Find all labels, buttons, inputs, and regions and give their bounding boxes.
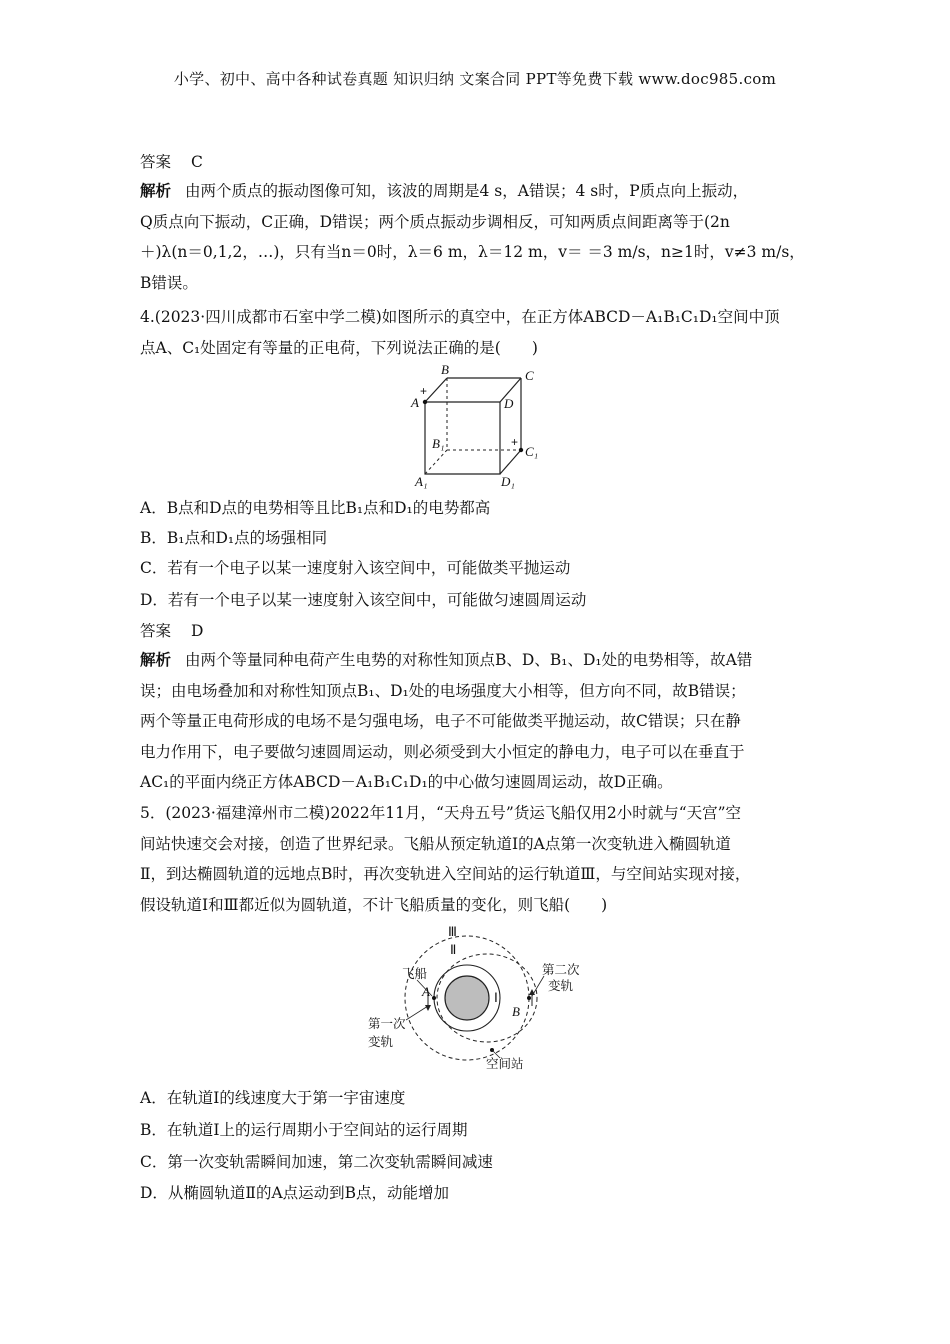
point-a-dot	[432, 996, 436, 1000]
charge-c1-dot	[519, 448, 523, 452]
q4-option-b: B．B₁点和D₁点的场强相同	[140, 529, 328, 547]
q4-option-d: D．若有一个电子以某一速度射入该空间中，可能做匀速圆周运动	[140, 591, 587, 609]
analysis-line: 误；由电场叠加和对称性知顶点B₁、D₁处的电场强度大小相等，但方向不同，故B错误；	[140, 681, 746, 700]
stem-line: 假设轨道Ⅰ和Ⅲ都近似为圆轨道，不计飞船质量的变化，则飞船( )	[140, 895, 608, 914]
cube-hidden-edge-a1b1	[425, 450, 447, 474]
q4-option-c: C．若有一个电子以某一速度射入该空间中，可能做类平抛运动	[140, 559, 571, 577]
point-a-label: A	[422, 984, 430, 999]
orbit-ii-label: Ⅱ	[450, 942, 457, 957]
cube-edge-ab	[425, 378, 447, 402]
plus-sign-c1: +	[511, 435, 519, 449]
vertex-b1-label: B₁	[432, 436, 445, 451]
vertex-a1-label: A₁	[415, 474, 428, 489]
q5-option-b: B．在轨道Ⅰ上的运行周期小于空间站的运行周期	[140, 1121, 468, 1139]
analysis-line: 由两个质点的振动图像可知，该波的周期是4 s，A错误；4 s时，P质点向上振动，	[185, 182, 749, 200]
vertex-a-label: A	[411, 395, 419, 410]
q5-option-a: A．在轨道Ⅰ的线速度大于第一宇宙速度	[140, 1089, 406, 1107]
answer-value: D	[191, 622, 204, 640]
vertex-c-label: C	[525, 368, 534, 383]
vertex-d1-label: D₁	[501, 474, 515, 489]
q4-option-a: A．B点和D点的电势相等且比B₁点和D₁的电势都高	[140, 499, 491, 517]
answer-label: 答案	[140, 153, 172, 171]
first-change-label-2: 变轨	[368, 1035, 394, 1049]
point-b-dot	[527, 996, 531, 1000]
q5-option-d: D．从椭圆轨道Ⅱ的A点运动到B点，动能增加	[140, 1184, 450, 1202]
q3-analysis	[140, 176, 816, 298]
cube-figure	[405, 362, 555, 490]
answer-label: 答案	[140, 622, 172, 640]
orbit-figure	[362, 922, 622, 1072]
stem-line: 点A、C₁处固定有等量的正电荷，下列说法正确的是( )	[140, 338, 538, 357]
point-b-label: B	[512, 1004, 520, 1019]
first-change-leader-line	[406, 1006, 428, 1020]
answer-value: C	[191, 153, 203, 171]
space-station-label: 空间站	[486, 1057, 524, 1071]
orbit-iii-label: Ⅲ	[448, 924, 457, 939]
second-change-leader-line	[532, 976, 544, 996]
q3-answer	[140, 150, 203, 172]
second-change-label-2: 变轨	[548, 979, 574, 993]
analysis-line: B错误。	[140, 273, 198, 292]
first-change-label-1: 第一次	[368, 1017, 406, 1031]
analysis-line: 由两个等量同种电荷产生电势的对称性知顶点B、D、B₁、D₁处的电势相等，故A错	[185, 651, 753, 669]
plus-sign-a: +	[420, 384, 428, 398]
orbit-i-label: Ⅰ	[494, 990, 498, 1005]
q5-option-c: C．第一次变轨需瞬间加速，第二次变轨需瞬间减速	[140, 1153, 493, 1171]
cube-edge-d1c1	[500, 450, 521, 474]
earth-icon	[445, 976, 489, 1020]
q4-analysis	[140, 645, 816, 798]
stem-line: 间站快速交会对接，创造了世界纪录。飞船从预定轨道Ⅰ的A点第一次变轨进入椭圆轨道	[140, 834, 731, 853]
stem-line: 5．(2023·福建漳州市二模)2022年11月，“天舟五号”货运飞船仅用2小时就与“天宫”空	[140, 804, 742, 822]
q4-answer	[140, 619, 203, 641]
analysis-line: Q质点向下振动，C正确，D错误；两个质点振动步调相反，可知两质点间距离等于(2n	[140, 212, 730, 231]
vertex-b-label: B	[441, 362, 449, 377]
analysis-line: 电力作用下，电子要做匀速圆周运动，则必须受到大小恒定的静电力，电子可以在垂直于	[140, 742, 745, 761]
q4-stem	[140, 302, 816, 363]
stem-line: Ⅱ，到达椭圆轨道的远地点B时，再次变轨进入空间站的运行轨道Ⅲ，与空间站实现对接，	[140, 865, 751, 883]
analysis-line: ＋)λ(n＝0,1,2，…)，只有当n＝0时，λ＝6 m，λ＝12 m，v＝ ＝3 m/s，n≥1时，v≠3 m/s，	[140, 243, 805, 261]
ship-label: 飞船	[402, 967, 428, 981]
charge-a-dot	[423, 400, 427, 404]
vertex-c1-label: C₁	[525, 444, 539, 459]
analysis-line: 两个等量正电荷形成的电场不是匀强电场，电子不可能做类平抛运动，故C错误；只在静	[140, 712, 741, 730]
second-change-label-1: 第二次	[542, 963, 580, 977]
vertex-d-label: D	[504, 396, 514, 411]
page-header: 小学、初中、高中各种试卷真题 知识归纳 文案合同 PPT等免费下载 www.doc985.com	[173, 70, 777, 88]
analysis-label: 解析	[140, 650, 172, 669]
stem-line: 4.(2023·四川成都市石室中学二模)如图所示的真空中，在正方体ABCD－A₁B₁C₁D₁空间中顶	[140, 308, 780, 326]
analysis-line: AC₁的平面内绕正方体ABCD－A₁B₁C₁D₁的中心做匀速圆周运动，故D正确。	[140, 773, 673, 791]
q5-stem	[140, 798, 816, 920]
analysis-label: 解析	[140, 181, 172, 200]
